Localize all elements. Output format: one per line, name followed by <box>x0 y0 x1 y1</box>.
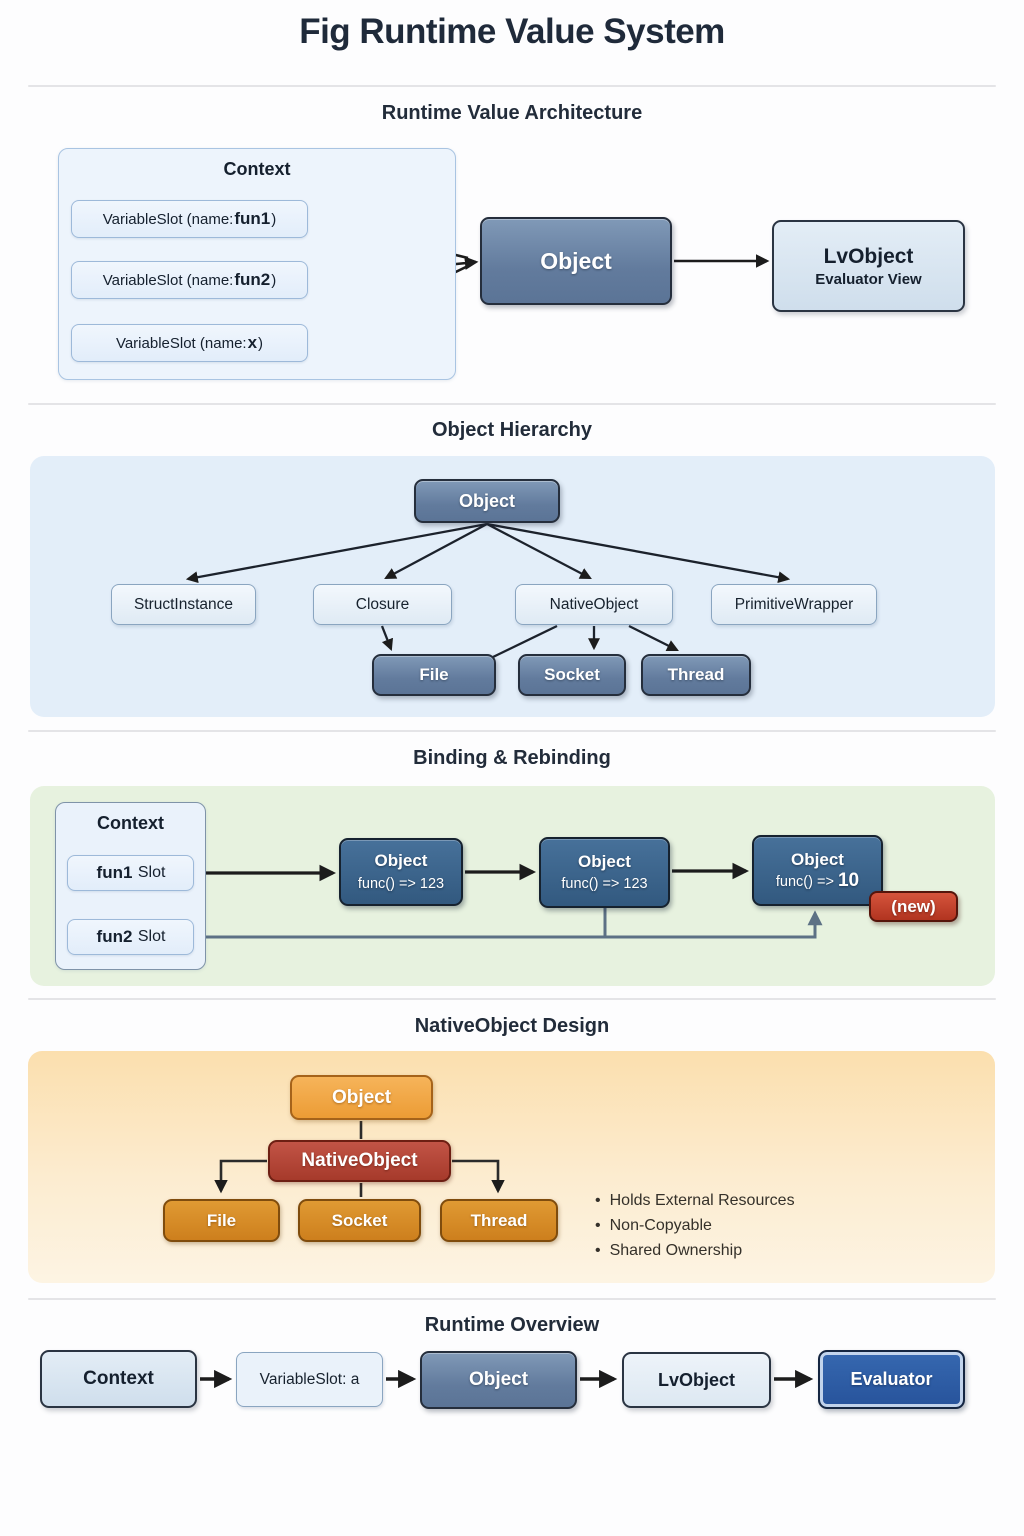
binding-object-2 <box>539 837 670 908</box>
section-divider <box>28 730 996 732</box>
section-heading-native-design: NativeObject Design <box>414 1015 610 1037</box>
code-text: func() => <box>775 874 838 891</box>
section-divider <box>28 998 996 1000</box>
hierarchy-node-structinstance: StructInstance <box>111 584 256 625</box>
bullet-text: • Non-Copyable <box>609 1217 712 1234</box>
section-heading-hierarchy: Object Hierarchy <box>431 419 593 441</box>
bullet-text: • Holds External Resources <box>609 1192 795 1209</box>
slot-text-pre: VariableSlot (name: <box>115 334 247 352</box>
binding-context-title: Context <box>97 812 164 833</box>
binding-object-code <box>561 872 647 894</box>
new-badge: (new) <box>869 891 958 922</box>
slot-name: fun2 <box>96 927 133 946</box>
slot-text-post: Slot <box>133 928 166 945</box>
overview-variableslot: VariableSlot: a <box>236 1352 383 1407</box>
binding-object-code <box>776 870 859 892</box>
section-divider <box>28 85 996 87</box>
lvobject-node <box>772 220 965 312</box>
section-divider <box>28 403 996 405</box>
code-text: func() => 123 <box>357 875 445 892</box>
variable-slot-fun2 <box>71 261 308 299</box>
slot-text-pre: VariableSlot (name: <box>102 210 234 228</box>
section-divider <box>28 1298 996 1300</box>
slot-text-post: Slot <box>133 864 166 881</box>
context-title: Context <box>223 158 291 179</box>
native-design-bullets <box>595 1192 985 1260</box>
bullet-text: • Shared Ownership <box>609 1242 743 1259</box>
native-design-socket: Socket <box>298 1199 421 1242</box>
overview-context: Context <box>40 1350 197 1408</box>
hierarchy-node-file: File <box>372 654 496 696</box>
binding-object-1 <box>339 838 463 906</box>
binding-object-3 <box>752 835 883 906</box>
hierarchy-node-primitivewrapper: PrimitiveWrapper <box>711 584 877 625</box>
slot-name: fun1 <box>234 209 271 228</box>
variable-slot-x <box>71 324 308 362</box>
slot-name: x <box>247 333 258 352</box>
code-text: func() => 123 <box>561 876 648 893</box>
native-design-file: File <box>163 1199 280 1242</box>
slot-text-pre: VariableSlot (name: <box>102 271 234 289</box>
binding-slot-fun1 <box>67 855 194 891</box>
section-heading-binding: Binding & Rebinding <box>413 747 611 769</box>
hierarchy-node-socket: Socket <box>518 654 626 696</box>
hierarchy-node-nativeobject: NativeObject <box>515 584 673 625</box>
native-design-object: Object <box>290 1075 433 1120</box>
variable-slot-fun1 <box>71 200 308 238</box>
binding-object-title: Object <box>578 851 631 871</box>
slot-text-post: ) <box>271 271 277 289</box>
binding-slot-fun2 <box>67 919 194 955</box>
hierarchy-root-object: Object <box>414 479 560 523</box>
lvobject-title: LvObject <box>823 244 914 268</box>
overview-evaluator: Evaluator <box>818 1350 965 1409</box>
binding-object-title: Object <box>374 851 428 871</box>
hierarchy-node-thread: Thread <box>641 654 751 696</box>
page-title: Fig Runtime Value System <box>299 12 725 51</box>
bullet-item <box>595 1217 985 1235</box>
slot-name: fun2 <box>234 270 271 289</box>
native-design-thread: Thread <box>440 1199 558 1242</box>
bullet-item <box>595 1192 985 1210</box>
slot-text-post: ) <box>271 210 277 228</box>
code-emph: 10 <box>837 870 860 892</box>
slot-text-post: ) <box>258 334 264 352</box>
lvobject-subtitle: Evaluator View <box>815 270 922 288</box>
native-design-nativeobject: NativeObject <box>268 1140 451 1182</box>
bullet-item <box>595 1242 985 1260</box>
section-heading-architecture: Runtime Value Architecture <box>381 102 643 124</box>
object-node: Object <box>480 217 672 305</box>
overview-lvobject: LvObject <box>622 1352 771 1408</box>
binding-object-code <box>358 872 444 894</box>
hierarchy-node-closure: Closure <box>313 584 452 625</box>
section-heading-overview: Runtime Overview <box>424 1314 600 1336</box>
binding-object-title: Object <box>791 849 844 869</box>
slot-name: fun1 <box>96 863 133 882</box>
overview-object: Object <box>420 1351 577 1409</box>
